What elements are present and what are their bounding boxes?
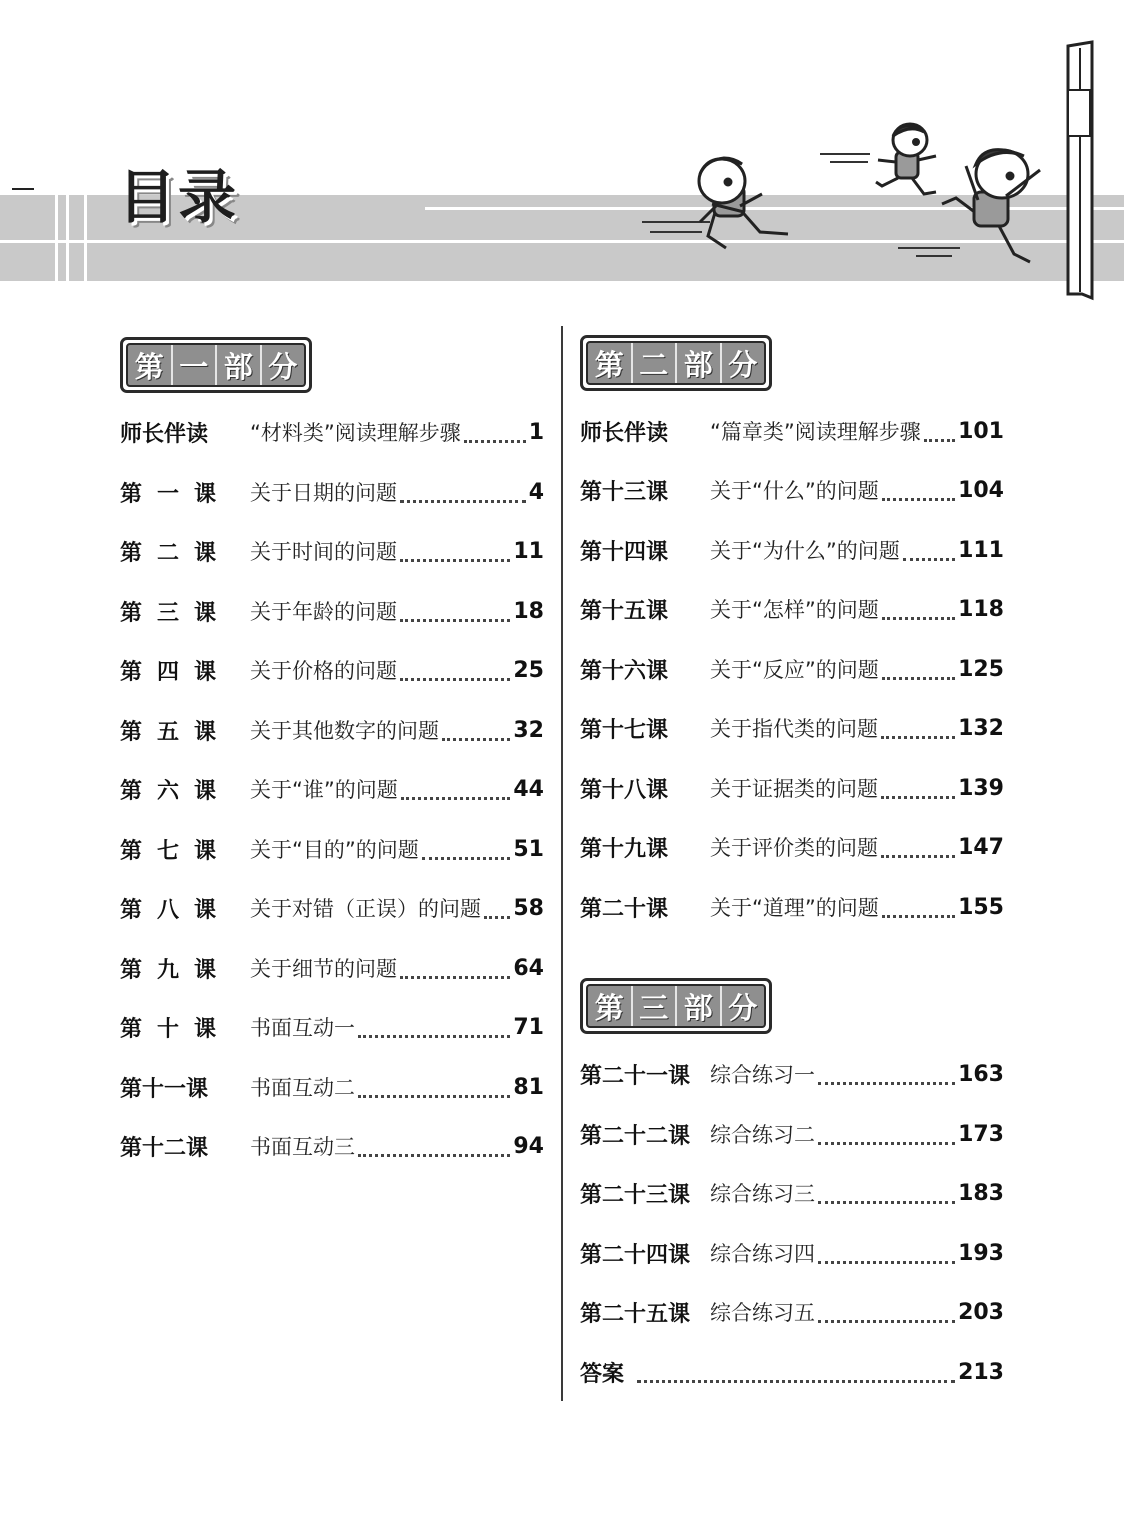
lesson-title: 书面互动三 bbox=[250, 1135, 355, 1159]
leader-dots bbox=[358, 1071, 510, 1098]
lesson-title: 关于“怎样”的问题 bbox=[710, 598, 879, 622]
lesson-label: 师长伴读 bbox=[120, 421, 209, 447]
leader-dots bbox=[400, 654, 510, 681]
lesson-label: 第十四课 bbox=[580, 539, 669, 565]
page-number: 51 bbox=[513, 836, 544, 862]
leader-dots bbox=[400, 595, 510, 622]
lesson-label: 第十七课 bbox=[580, 717, 669, 743]
lesson-label: 第十一课 bbox=[120, 1076, 209, 1102]
lesson-label: 第 四 课 bbox=[120, 659, 216, 685]
toc-entry[interactable] bbox=[120, 832, 544, 866]
column-divider bbox=[561, 326, 563, 1401]
page-number: 173 bbox=[958, 1121, 1004, 1147]
lesson-title: 关于时间的问题 bbox=[250, 540, 397, 564]
toc-entry[interactable] bbox=[580, 1057, 1004, 1091]
page-number: 1 bbox=[528, 419, 544, 445]
lesson-label: 第 三 课 bbox=[120, 600, 216, 626]
lesson-label: 第 五 课 bbox=[120, 719, 216, 745]
decor-dash bbox=[12, 188, 34, 190]
leader-dots bbox=[442, 714, 510, 741]
toc-entry[interactable] bbox=[120, 713, 544, 747]
runner-boy-icon bbox=[876, 124, 936, 194]
page-number: 111 bbox=[958, 537, 1004, 563]
leader-dots bbox=[358, 1130, 510, 1157]
lesson-title: 关于评价类的问题 bbox=[710, 836, 878, 860]
toc-entry[interactable] bbox=[580, 1117, 1004, 1151]
leader-dots bbox=[903, 534, 955, 561]
lesson-title: 关于对错（正误）的问题 bbox=[250, 897, 481, 921]
lesson-title: 关于“什么”的问题 bbox=[710, 479, 879, 503]
part-three-char: 部 bbox=[677, 986, 722, 1026]
page-number: 183 bbox=[958, 1180, 1004, 1206]
page-number: 147 bbox=[958, 834, 1004, 860]
page-number: 118 bbox=[958, 596, 1004, 622]
lesson-label: 第 一 课 bbox=[120, 481, 216, 507]
toc-entry[interactable] bbox=[580, 771, 1004, 805]
leader-dots bbox=[464, 416, 526, 443]
page-number: 163 bbox=[958, 1061, 1004, 1087]
page-number: 71 bbox=[513, 1014, 544, 1040]
page-number: 64 bbox=[513, 955, 544, 981]
toc-entry[interactable] bbox=[120, 415, 544, 449]
lesson-label: 第 六 课 bbox=[120, 778, 216, 804]
toc-entry[interactable] bbox=[580, 414, 1004, 448]
lesson-title: 综合练习五 bbox=[710, 1301, 815, 1325]
lesson-title: 关于指代类的问题 bbox=[710, 717, 878, 741]
toc-entry[interactable] bbox=[580, 1176, 1004, 1210]
leader-dots bbox=[882, 891, 955, 918]
lesson-label: 第二十四课 bbox=[580, 1242, 691, 1268]
part-one-char: 一 bbox=[173, 345, 218, 385]
leader-dots bbox=[818, 1118, 955, 1145]
lesson-label: 第十二课 bbox=[120, 1135, 209, 1161]
part-one-char: 第 bbox=[128, 345, 173, 385]
toc-entry[interactable] bbox=[120, 594, 544, 628]
lesson-label: 第 七 课 bbox=[120, 838, 216, 864]
lesson-label: 第二十课 bbox=[580, 896, 669, 922]
lesson-label: 第 二 课 bbox=[120, 540, 216, 566]
lesson-label: 第十三课 bbox=[580, 479, 669, 505]
lesson-title: “篇章类”阅读理解步骤 bbox=[710, 420, 921, 444]
leader-dots bbox=[358, 1011, 510, 1038]
lesson-title: 关于“道理”的问题 bbox=[710, 896, 879, 920]
page-number: 58 bbox=[513, 895, 544, 921]
page-number: 4 bbox=[528, 479, 544, 505]
lesson-label: 第十九课 bbox=[580, 836, 669, 862]
lesson-label: 第 八 课 bbox=[120, 897, 216, 923]
toc-entry[interactable] bbox=[580, 711, 1004, 745]
leader-dots bbox=[882, 653, 955, 680]
leader-dots bbox=[422, 833, 511, 860]
part-one-header bbox=[120, 337, 312, 393]
leader-dots bbox=[818, 1058, 955, 1085]
lesson-label: 第 九 课 bbox=[120, 957, 216, 983]
lesson-title: 关于细节的问题 bbox=[250, 957, 397, 981]
lesson-title: 关于日期的问题 bbox=[250, 481, 397, 505]
toc-entry[interactable] bbox=[580, 533, 1004, 567]
band-line bbox=[66, 192, 69, 284]
page-number: 139 bbox=[958, 775, 1004, 801]
lesson-title: 关于“目的”的问题 bbox=[250, 838, 419, 862]
toc-entry[interactable] bbox=[580, 830, 1004, 864]
lesson-title: 综合练习二 bbox=[710, 1123, 815, 1147]
page-number: 132 bbox=[958, 715, 1004, 741]
leader-dots bbox=[818, 1296, 955, 1323]
toc-entry[interactable] bbox=[580, 592, 1004, 626]
page-number: 193 bbox=[958, 1240, 1004, 1266]
lesson-title: 关于年龄的问题 bbox=[250, 600, 397, 624]
lesson-title: 综合练习一 bbox=[710, 1063, 815, 1087]
lesson-label: 第十六课 bbox=[580, 658, 669, 684]
part-two-char: 第 bbox=[588, 343, 633, 383]
leader-dots bbox=[637, 1356, 955, 1383]
page-number: 25 bbox=[513, 657, 544, 683]
part-three-char: 三 bbox=[633, 986, 678, 1026]
toc-entry[interactable] bbox=[580, 1355, 1004, 1389]
page-number: 155 bbox=[958, 894, 1004, 920]
leader-dots bbox=[818, 1237, 955, 1264]
page-number: 101 bbox=[958, 418, 1004, 444]
toc-entry[interactable] bbox=[120, 1010, 544, 1044]
lesson-title: 关于“谁”的问题 bbox=[250, 778, 398, 802]
leader-dots bbox=[882, 474, 955, 501]
leader-dots bbox=[881, 712, 955, 739]
part-three-header bbox=[580, 978, 772, 1034]
toc-entry[interactable] bbox=[120, 951, 544, 985]
lesson-label: 第二十二课 bbox=[580, 1123, 691, 1149]
leader-dots bbox=[818, 1177, 955, 1204]
page-number: 213 bbox=[958, 1359, 1004, 1385]
toc-entry[interactable] bbox=[120, 1129, 544, 1163]
toc-entry[interactable] bbox=[120, 772, 544, 806]
band-line bbox=[84, 192, 87, 284]
part-two-header bbox=[580, 335, 772, 391]
runners-illustration bbox=[620, 36, 1124, 306]
page-number: 11 bbox=[513, 538, 544, 564]
finish-post-icon bbox=[1068, 42, 1092, 298]
lesson-label: 第十八课 bbox=[580, 777, 669, 803]
leader-dots bbox=[924, 415, 955, 442]
lesson-label: 第二十一课 bbox=[580, 1063, 691, 1089]
page-number: 44 bbox=[513, 776, 544, 802]
toc-entry[interactable] bbox=[580, 890, 1004, 924]
lesson-label: 第二十五课 bbox=[580, 1301, 691, 1327]
toc-entry[interactable] bbox=[120, 1070, 544, 1104]
lesson-label: 第二十三课 bbox=[580, 1182, 691, 1208]
toc-entry[interactable] bbox=[120, 534, 544, 568]
part-two-char: 分 bbox=[728, 347, 758, 382]
part-two-char: 二 bbox=[633, 343, 678, 383]
part-two-char: 部 bbox=[677, 343, 722, 383]
leader-dots bbox=[400, 535, 510, 562]
page-number: 104 bbox=[958, 477, 1004, 503]
toc-entry[interactable] bbox=[580, 652, 1004, 686]
leader-dots bbox=[882, 593, 955, 620]
lesson-title: 关于证据类的问题 bbox=[710, 777, 878, 801]
leader-dots bbox=[484, 892, 510, 919]
page-number: 94 bbox=[513, 1133, 544, 1159]
lesson-title: 书面互动一 bbox=[250, 1016, 355, 1040]
toc-entry[interactable] bbox=[120, 891, 544, 925]
lesson-title: “材料类”阅读理解步骤 bbox=[250, 421, 461, 445]
runner-boy-icon bbox=[699, 158, 788, 248]
lesson-title: 关于“反应”的问题 bbox=[710, 658, 879, 682]
part-three-char: 分 bbox=[728, 990, 758, 1025]
lesson-title: 书面互动二 bbox=[250, 1076, 355, 1100]
toc-entry[interactable] bbox=[580, 1295, 1004, 1329]
page-number: 125 bbox=[958, 656, 1004, 682]
lesson-title: 综合练习四 bbox=[710, 1242, 815, 1266]
lesson-label: 答案 bbox=[580, 1361, 625, 1387]
band-line bbox=[55, 192, 58, 284]
leader-dots bbox=[881, 772, 955, 799]
leader-dots bbox=[401, 773, 511, 800]
page-number: 32 bbox=[513, 717, 544, 743]
lesson-title: 关于价格的问题 bbox=[250, 659, 397, 683]
lesson-title: 综合练习三 bbox=[710, 1182, 815, 1206]
part-one-char: 分 bbox=[268, 349, 298, 384]
page-number: 81 bbox=[513, 1074, 544, 1100]
lesson-label: 第十五课 bbox=[580, 598, 669, 624]
lesson-title: 关于“为什么”的问题 bbox=[710, 539, 900, 563]
leader-dots bbox=[881, 831, 955, 858]
page-number: 18 bbox=[513, 598, 544, 624]
toc-entry[interactable] bbox=[580, 473, 1004, 507]
page-title: 目录 bbox=[118, 163, 239, 231]
part-one-char: 部 bbox=[217, 345, 262, 385]
leader-dots bbox=[400, 476, 526, 503]
leader-dots bbox=[400, 952, 510, 979]
lesson-label: 第 十 课 bbox=[120, 1016, 216, 1042]
toc-entry[interactable] bbox=[120, 653, 544, 687]
page-number: 203 bbox=[958, 1299, 1004, 1325]
lesson-title: 关于其他数字的问题 bbox=[250, 719, 439, 743]
toc-entry[interactable] bbox=[580, 1236, 1004, 1270]
toc-entry[interactable] bbox=[120, 475, 544, 509]
runner-boy-icon bbox=[942, 150, 1040, 262]
lesson-label: 师长伴读 bbox=[580, 420, 669, 446]
part-three-char: 第 bbox=[588, 986, 633, 1026]
